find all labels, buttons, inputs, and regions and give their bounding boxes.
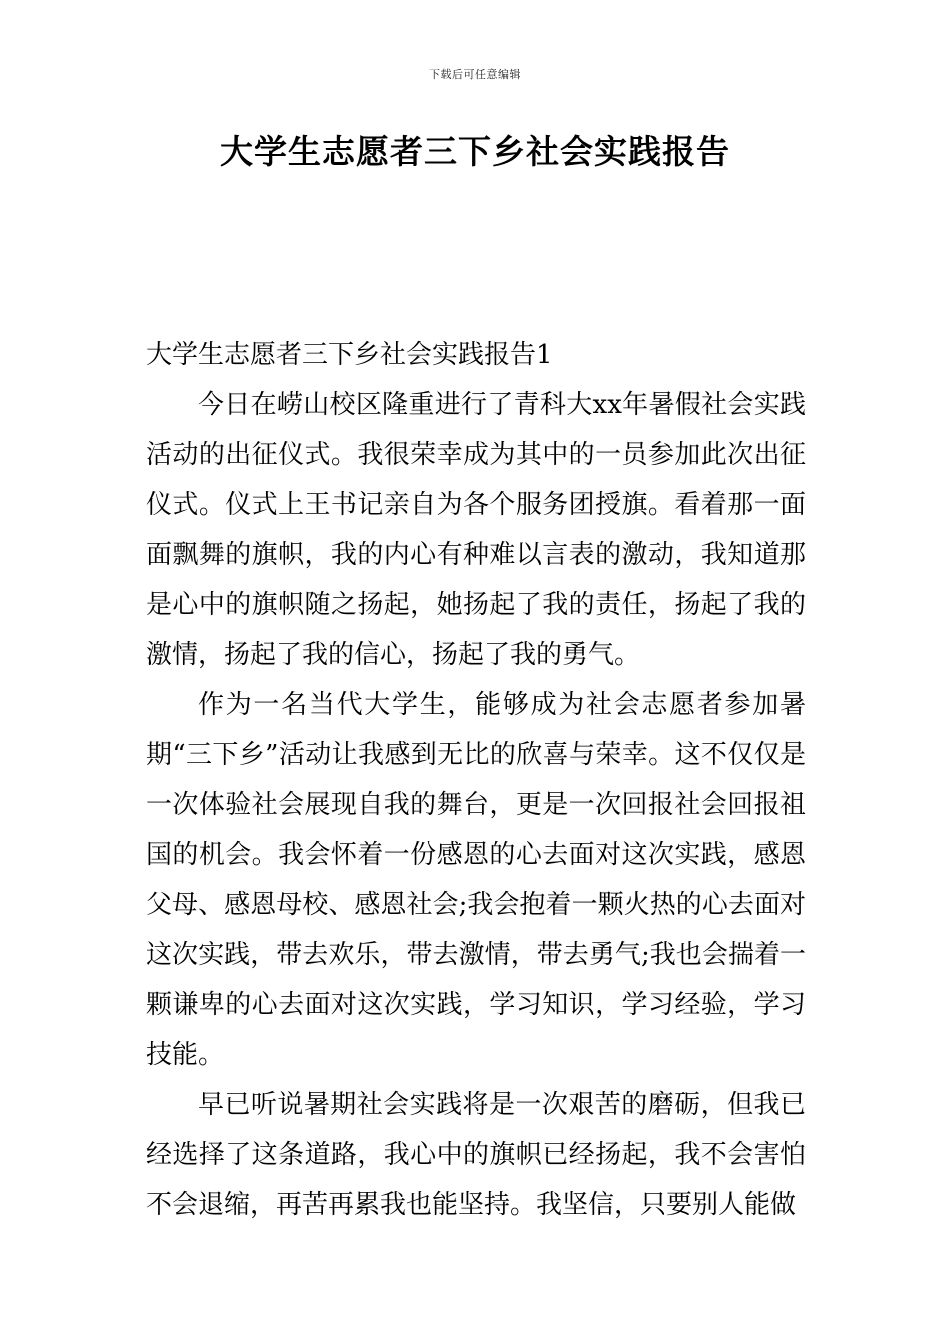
body-paragraph: 今日在崂山校区隆重进行了青科大xx年暑假社会实践活动的出征仪式。我很荣幸成为其中的一员参加此次出征仪式。仪式上王书记亲自为各个服务团授旗。看着那一面面飘舞的旗帜，我的内心有种难以言表的激动，我知道那是心中的旗帜随之扬起，她扬起了我的责任，扬起了我的激情，扬起了我的信心，扬起了我的勇气。 [146, 390, 806, 670]
body-paragraph: 早已听说暑期社会实践将是一次艰苦的磨砺，但我已经选择了这条道路，我心中的旗帜已经扬起，我不会害怕不会退缩，再苦再累我也能坚持。我坚信，只要别人能做 [146, 1090, 806, 1220]
header-note: 下载后可任意编辑 [429, 68, 521, 81]
document-title: 大学生志愿者三下乡社会实践报告 [220, 132, 730, 171]
document-body [146, 330, 806, 1230]
section-heading: 大学生志愿者三下乡社会实践报告1 [146, 340, 553, 370]
body-paragraph: 作为一名当代大学生，能够成为社会志愿者参加暑期“三下乡”活动让我感到无比的欣喜与荣幸。这不仅仅是一次体验社会展现自我的舞台，更是一次回报社会回报祖国的机会。我会怀着一份感恩的心去面对这次实践，感恩父母、感恩母校、感恩社会;我会抱着一颗火热的心去面对这次实践，带去欢乐，带去激情，带去勇气;我也会揣着一颗谦卑的心去面对这次实践，学习知识，学习经验，学习技能。 [146, 690, 806, 1070]
